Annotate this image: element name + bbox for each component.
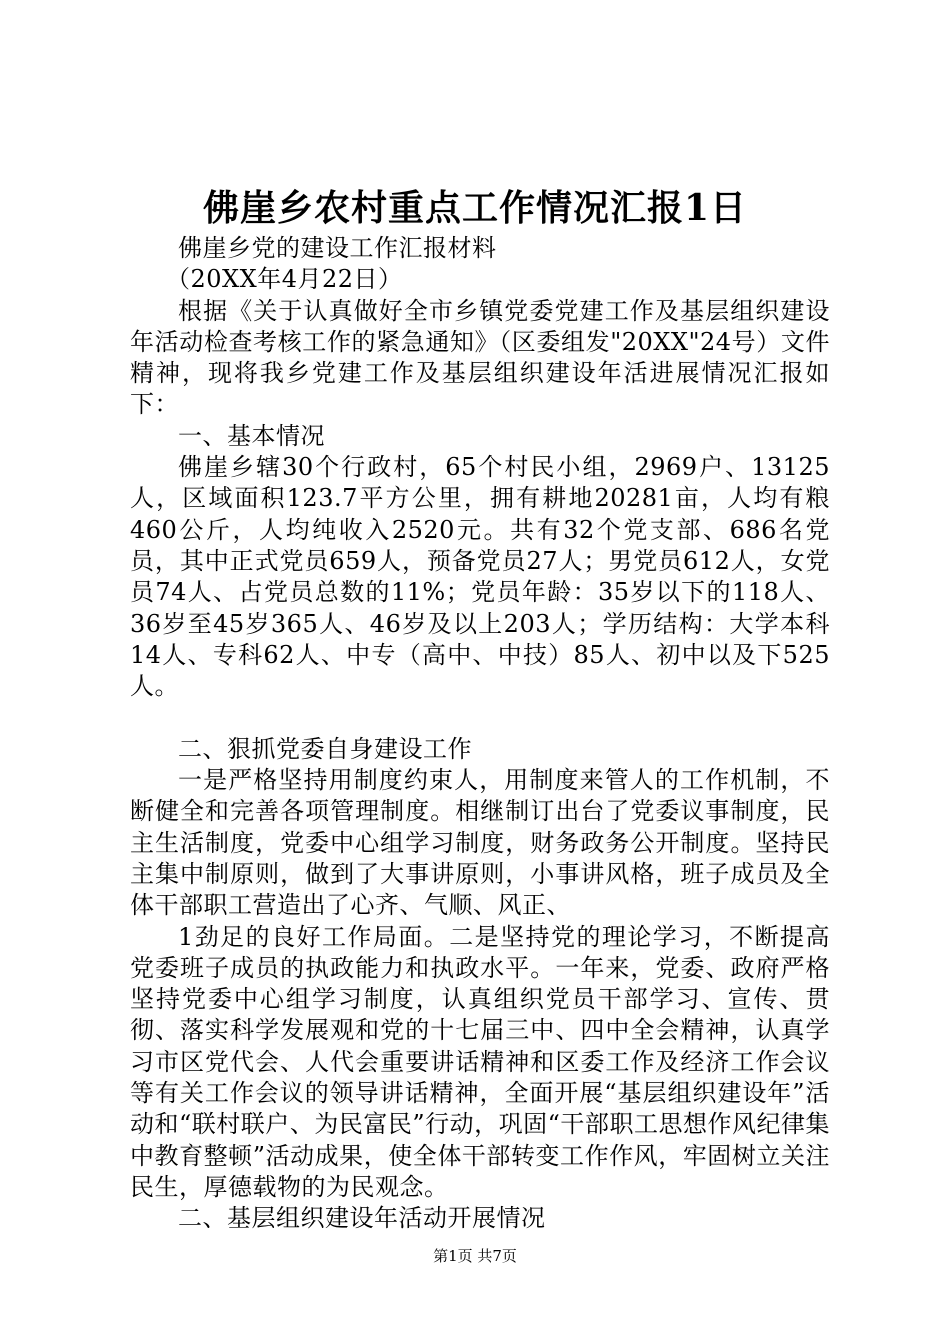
document-title: 佛崖乡农村重点工作情况汇报1日 bbox=[202, 187, 748, 229]
paragraph-intro: 根据《关于认真做好全市乡镇党委党建工作及基层组织建设年活动检查考核工作的紧急通知》（区委组发"20XX"24号）文件精神，现将我乡党建工作及基层组织建设年活进展情况汇报如下： bbox=[130, 296, 830, 419]
document-body bbox=[130, 233, 830, 1235]
document-subtitle: 佛崖乡党的建设工作汇报材料 bbox=[178, 234, 497, 262]
section-heading-basic: 一、基本情况 bbox=[178, 421, 325, 450]
blank-line bbox=[130, 702, 830, 733]
document-date: （20XX年4月22日） bbox=[166, 265, 403, 294]
paragraph-basic-info: 佛崖乡辖30个行政村，65个村民小组，2969户、13125人，区域面积123.7平方公里，拥有耕地20281亩，人均有粮460公斤，人均纯收入2520元。共有32个党支部、686名党员，其中正式党员659人，预备党员27人；男党员612人，女党员74人、占党员总数的11%；党员年龄：35岁以下的118人、36岁至45岁365人、46岁及以上203人；学历结构：大学本科14人、专科62人、中专（高中、中技）85人、初中以及下525人。 bbox=[130, 453, 830, 701]
section-heading-grassroots: 二、基层组织建设年活动开展情况 bbox=[178, 1204, 546, 1233]
section-heading-party-building: 二、狠抓党委自身建设工作 bbox=[178, 734, 472, 763]
page-footer: 第1页 共7页 bbox=[433, 1247, 517, 1265]
paragraph-theory-study: 1劲足的良好工作局面。二是坚持党的理论学习，不断提高党委班子成员的执政能力和执政水平。一年来，党委、政府严格坚持党委中心组学习制度，认真组织党员干部学习、宣传、贯彻、落实科学发展观和党的十七届三中、四中全会精神，认真学习市区党代会、人代会重要讲话精神和区委工作及经济工作会议等有关工作会议的领导讲话精神，全面开展“基层组织建设年”活动和“联村联户、为民富民”行动，巩固“干部职工思想作风纪律集中教育整顿”活动成果，使全体干部转变工作作风，牢固树立关注民生，厚德载物的为民观念。 bbox=[130, 922, 830, 1201]
paragraph-institutions: 一是严格坚持用制度约束人，用制度来管人的工作机制，不断健全和完善各项管理制度。相继制订出台了党委议事制度，民主生活制度，党委中心组学习制度，财务政务公开制度。坚持民主集中制原则，做到了大事讲原则，小事讲风格，班子成员及全体干部职工营造出了心齐、气顺、风正、 bbox=[130, 766, 830, 920]
